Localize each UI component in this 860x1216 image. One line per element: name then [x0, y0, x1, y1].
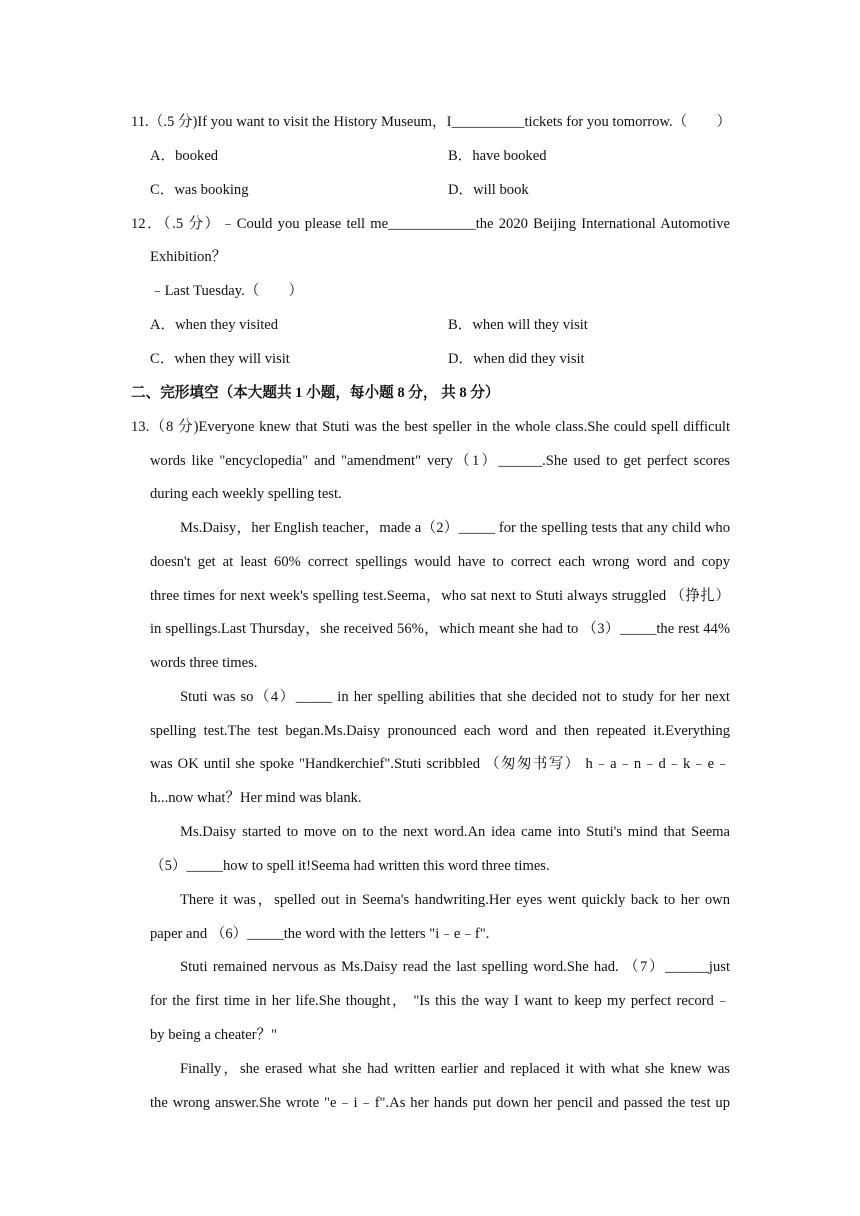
q13-line-20: Finally，she erased what she had written earlier and replaced it with what she knew was — [180, 1061, 730, 1077]
q11-option-c: C．was booking — [150, 182, 249, 198]
q13-line-2: words like "encyclopedia" and "amendment" very（1）______.She used to get perfect scores — [150, 453, 730, 469]
q12-option-c: C．when they will visit — [150, 351, 290, 367]
q11-stem: 11.（.5 分)If you want to visit the History Museum，I__________tickets for you tomorrow.（ ） — [131, 114, 732, 130]
q13-line-7: in spellings.Last Thursday，she received 56%，which meant she had to （3）_____the rest 44% — [150, 621, 730, 637]
q12-answer-line: ﹣Last Tuesday.（ ） — [150, 283, 304, 299]
q13-line-13: Ms.Daisy started to move on to the next word.An idea came into Stuti's mind that Seema — [180, 824, 730, 840]
q13-line-11: was OK until she spoke "Handkerchief".Stuti scribbled （匆匆书写） h﹣a﹣n﹣d﹣k﹣e﹣ — [150, 756, 730, 772]
q13-line-10: spelling test.The test began.Ms.Daisy pronounced each word and then repeated it.Everything — [150, 723, 730, 739]
q13-line-17: Stuti remained nervous as Ms.Daisy read the last spelling word.She had. （7）______just — [180, 959, 730, 975]
q13-line-12: h...now what？Her mind was blank. — [150, 790, 362, 806]
q13-line-3: during each weekly spelling test. — [150, 486, 342, 502]
q13-line-14: （5）_____how to spell it!Seema had written this word three times. — [150, 858, 550, 874]
q12-stem-line1: 12．（.5 分）﹣Could you please tell me____________the 2020 Beijing International Automotive — [131, 216, 730, 232]
q13-line-19: by being a cheater？" — [150, 1027, 278, 1043]
q11-option-a: A．booked — [150, 148, 219, 164]
q11-option-d: D．will book — [448, 182, 529, 198]
q12-option-a: A．when they visited — [150, 317, 279, 333]
q12-option-d: D．when did they visit — [448, 351, 585, 367]
q12-stem-line2: Exhibition？ — [150, 249, 227, 265]
q13-line-18: for the first time in her life.She thought， "Is this the way I want to keep my perfect record﹣ — [150, 993, 730, 1009]
q13-line-6: three times for next week's spelling test.Seema，who sat next to Stuti always struggled （挣扎） — [150, 588, 730, 604]
section-heading-cloze: 二、完形填空（本大题共 1 小题，每小题 8 分， 共 8 分） — [131, 385, 500, 401]
q13-line-8: words three times. — [150, 655, 258, 671]
q13-line-21: the wrong answer.She wrote "e﹣i﹣f".As her hands put down her pencil and passed the test up — [150, 1095, 730, 1111]
q13-line-16: paper and （6）_____the word with the letters "i﹣e﹣f". — [150, 926, 490, 942]
q13-line-15: There it was，spelled out in Seema's handwriting.Her eyes went quickly back to her own — [180, 892, 730, 908]
q13-line-9: Stuti was so（4）_____ in her spelling abilities that she decided not to study for her next — [180, 689, 730, 705]
q13-line-4: Ms.Daisy，her English teacher，made a（2）_____ for the spelling tests that any child who — [180, 520, 730, 536]
q12-option-b: B．when will they visit — [448, 317, 588, 333]
q13-line-1: 13.（8 分)Everyone knew that Stuti was the best speller in the whole class.She could spell difficult — [131, 419, 730, 435]
q11-option-b: B．have booked — [448, 148, 547, 164]
q13-line-5: doesn't get at least 60% correct spellings would have to correct each wrong word and copy — [150, 554, 730, 570]
